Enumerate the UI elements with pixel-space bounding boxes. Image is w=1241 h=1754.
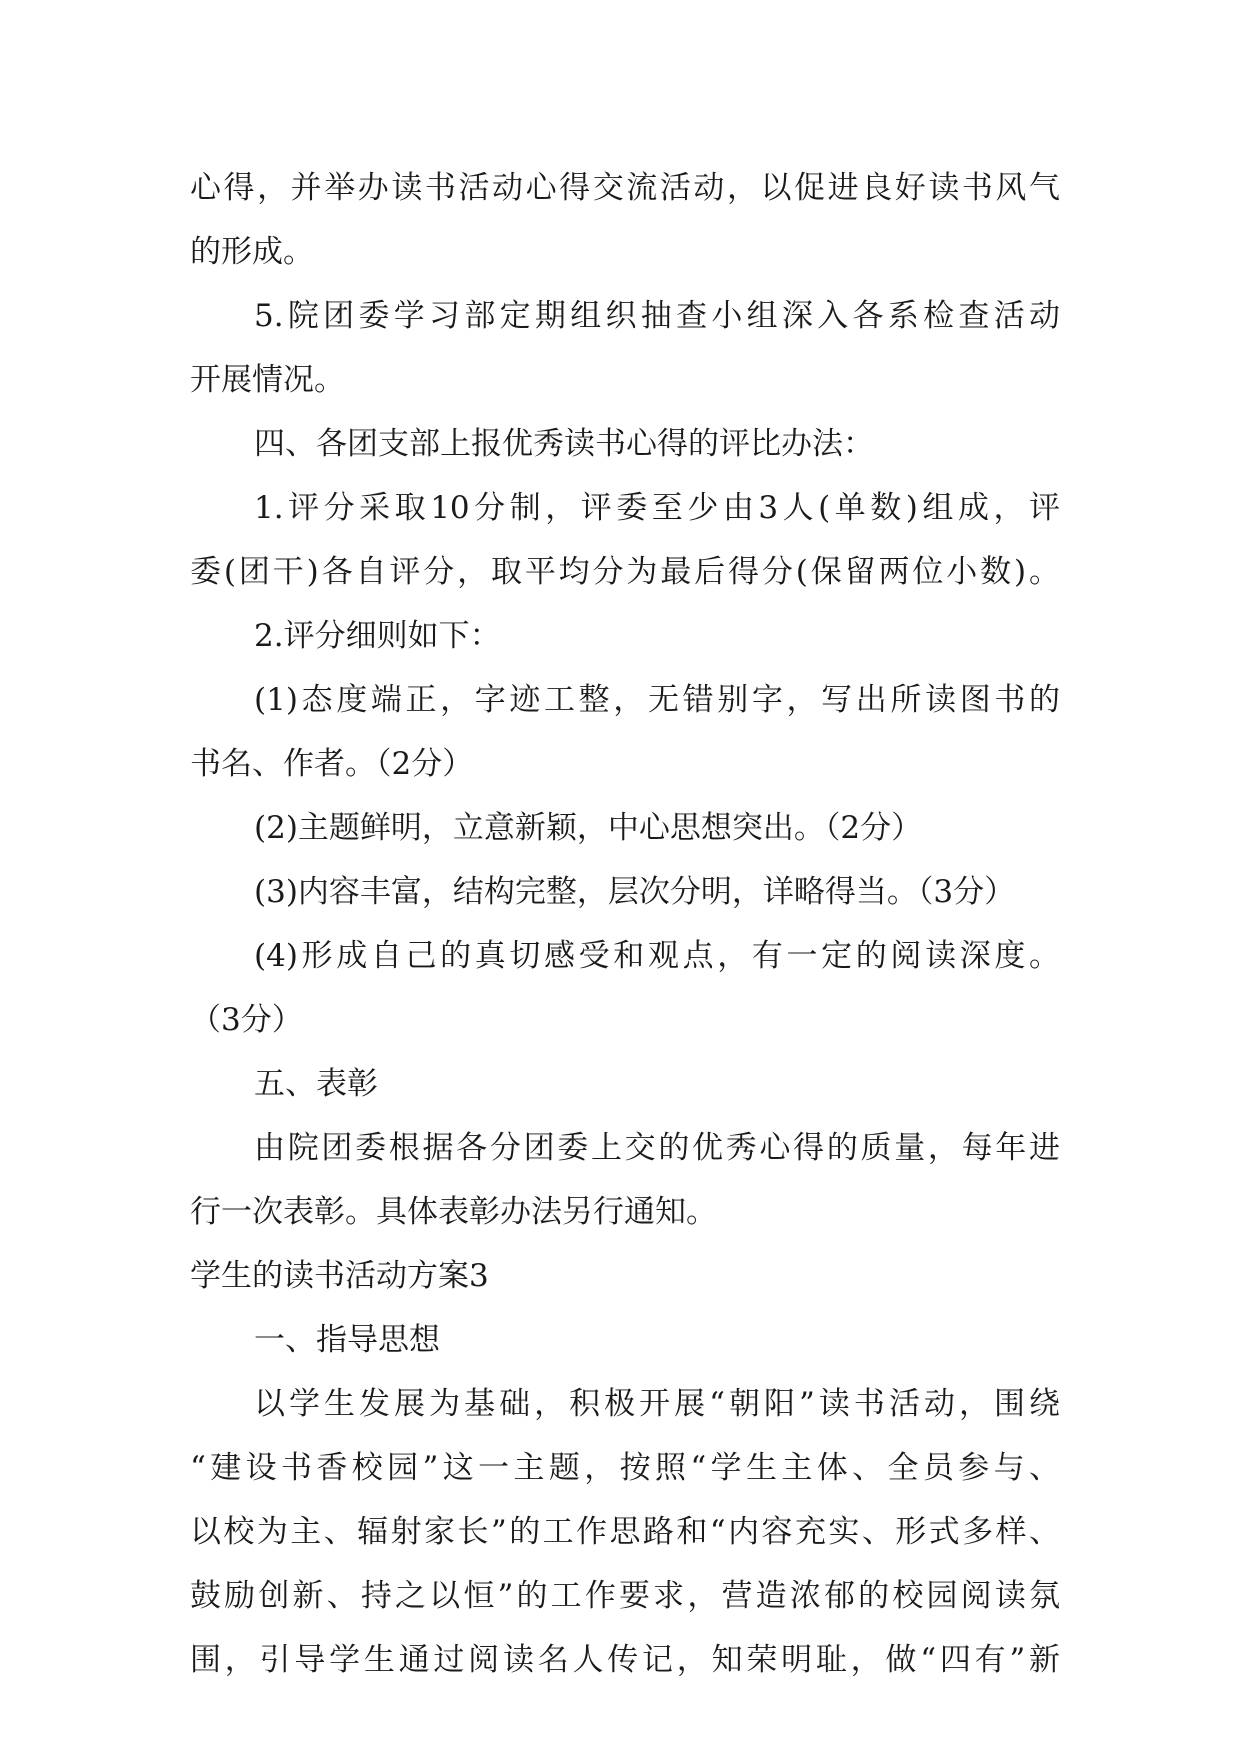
- document-subtitle: 学生的读书活动方案3: [190, 1258, 489, 1294]
- criteria-item-4: (4)形成自己的真切感受和观点，有一定的阅读深度。: [254, 938, 1060, 974]
- criteria-item-1: (1)态度端正，字迹工整，无错别字，写出所读图书的: [254, 682, 1060, 718]
- section-heading-1: 一、指导思想: [254, 1322, 440, 1358]
- body-text-line: 以学生发展为基础，积极开展“朝阳”读书活动，围绕: [254, 1386, 1060, 1422]
- criteria-item-3: (3)内容丰富，结构完整，层次分明，详略得当。（3分）: [254, 874, 1016, 910]
- body-text-line: 委(团干)各自评分，取平均分为最后得分(保留两位小数)。: [190, 554, 1060, 590]
- body-text-line: 开展情况。: [190, 362, 345, 398]
- body-text-line: 书名、作者。（2分）: [190, 746, 474, 782]
- body-text-line: 围，引导学生通过阅读名人传记，知荣明耻，做“四有”新: [190, 1642, 1060, 1678]
- body-text-line: （3分）: [190, 1002, 303, 1038]
- section-heading-4: 四、各团支部上报优秀读书心得的评比办法：: [254, 426, 874, 462]
- body-text-line: 的形成。: [190, 234, 314, 270]
- list-item-5: 5.院团委学习部定期组织抽查小组深入各系检查活动: [254, 298, 1060, 334]
- list-item-2: 2.评分细则如下：: [254, 618, 501, 654]
- criteria-item-2: (2)主题鲜明，立意新颖，中心思想突出。（2分）: [254, 810, 923, 846]
- body-text-line: 心得，并举办读书活动心得交流活动，以促进良好读书风气: [190, 170, 1060, 206]
- body-text-line: “建设书香校园”这一主题，按照“学生主体、全员参与、: [190, 1450, 1060, 1486]
- body-text-line: 行一次表彰。具体表彰办法另行通知。: [190, 1194, 717, 1230]
- document-body: [190, 156, 1060, 1692]
- body-text-line: 由院团委根据各分团委上交的优秀心得的质量，每年进: [254, 1130, 1060, 1166]
- list-item-1: 1.评分采取10分制，评委至少由3人(单数)组成，评: [254, 490, 1060, 526]
- body-text-line: 鼓励创新、持之以恒”的工作要求，营造浓郁的校园阅读氛: [190, 1578, 1060, 1614]
- section-heading-5: 五、表彰: [254, 1066, 378, 1102]
- body-text-line: 以校为主、辐射家长”的工作思路和“内容充实、形式多样、: [190, 1514, 1060, 1550]
